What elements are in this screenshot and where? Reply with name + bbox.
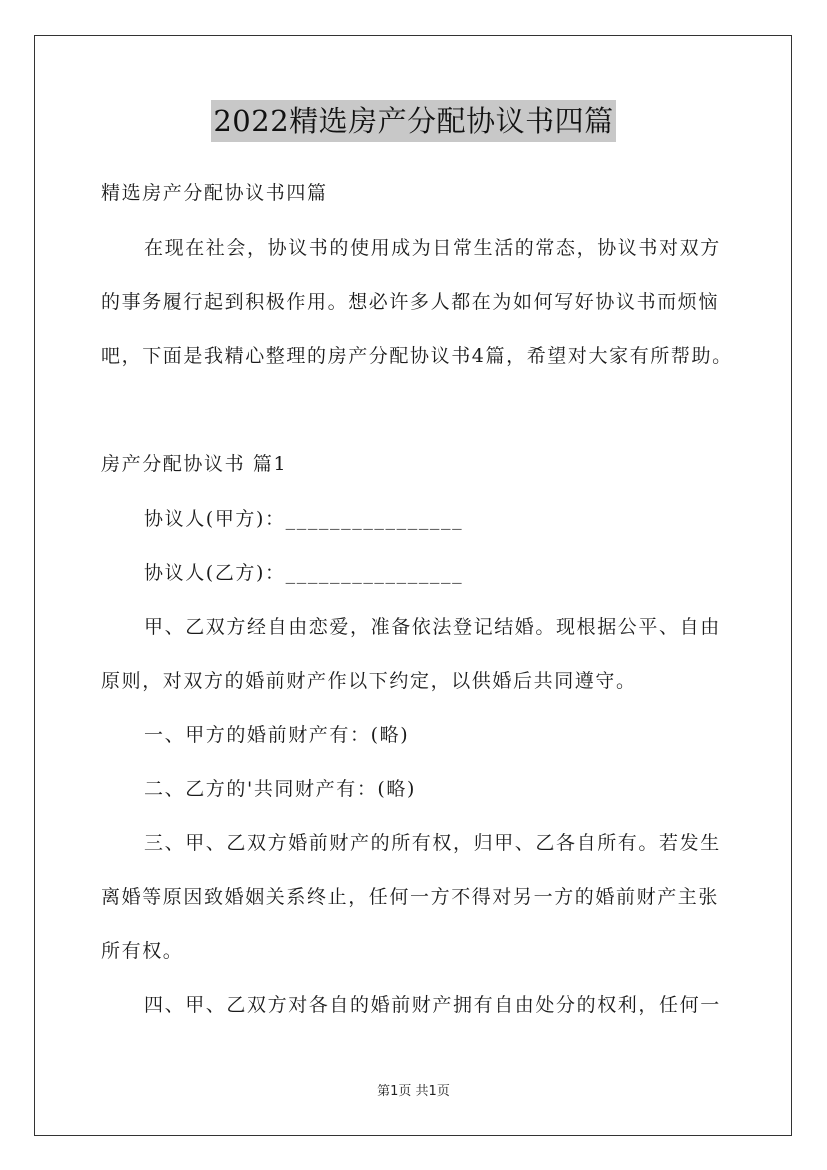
clause-3-line-3: 所有权。 (101, 940, 184, 962)
title-container (0, 100, 827, 142)
page-footer: 第1页 共1页 (377, 1084, 450, 1099)
clause-3-line-1: 三、甲、乙双方婚前财产的所有权，归甲、乙各自所有。若发生 (144, 832, 721, 854)
intro-paragraph-line-2: 的事务履行起到积极作用。想必许多人都在为如何写好协议书而烦恼 (101, 291, 720, 313)
party-a-line: 协议人(甲方)：________________ (144, 508, 464, 530)
intro-paragraph-line-1: 在现在社会，协议书的使用成为日常生活的常态，协议书对双方 (144, 237, 721, 259)
clause-1: 一、甲方的婚前财产有：(略) (144, 724, 410, 746)
party-b-line: 协议人(乙方)：________________ (144, 562, 464, 584)
body-line-2: 原则，对双方的婚前财产作以下约定，以供婚后共同遵守。 (101, 670, 637, 692)
clause-2: 二、乙方的'共同财产有：(略) (144, 778, 417, 800)
body-line-1: 甲、乙双方经自由恋爱，准备依法登记结婚。现根据公平、自由 (144, 616, 721, 638)
document-subtitle: 精选房产分配协议书四篇 (101, 182, 328, 204)
document-title: 2022精选房产分配协议书四篇 (211, 100, 615, 142)
clause-3-line-2: 离婚等原因致婚姻关系终止，任何一方不得对另一方的婚前财产主张 (101, 886, 720, 908)
intro-paragraph-line-3: 吧，下面是我精心整理的房产分配协议书4篇，希望对大家有所帮助。 (101, 345, 733, 367)
clause-4-line-1: 四、甲、乙双方对各自的婚前财产拥有自由处分的权利，任何一 (144, 994, 721, 1016)
section-heading: 房产分配协议书 篇1 (101, 453, 288, 475)
